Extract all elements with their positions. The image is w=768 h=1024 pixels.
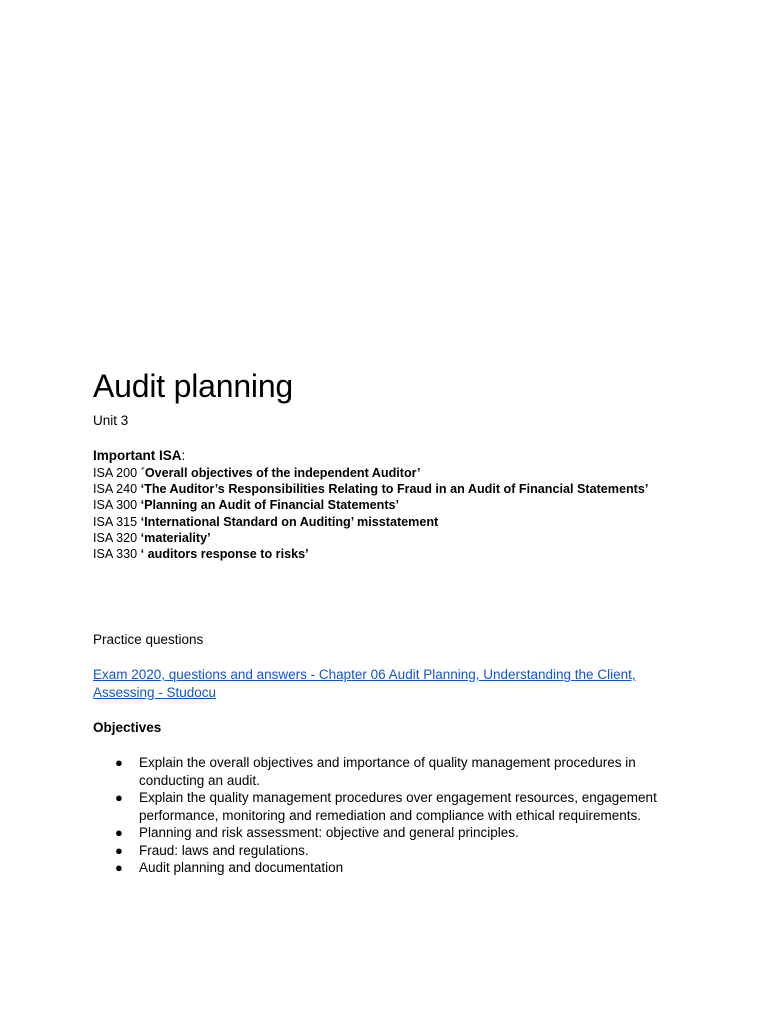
isa-name: ‘ auditors response to risks’: [140, 547, 309, 562]
page-title: Audit planning: [93, 368, 294, 404]
objectives-heading: Objectives: [93, 720, 162, 736]
isa-name: ‘Planning an Audit of Financial Statements’: [140, 498, 400, 513]
isa-code: ISA 315: [93, 514, 141, 529]
list-item: [93, 754, 669, 789]
isa-name: ‘materiality’: [140, 530, 211, 545]
objective-text: Explain the quality management procedures over engagement resources, engagement performance, monitoring and remediation and compliance with ethical requirements.: [139, 790, 657, 823]
studocu-exam-link[interactable]: Exam 2020, questions and answers - Chapter 06 Audit Planning, Understanding the Client, Assessing - Studocu: [93, 667, 636, 700]
list-item: [93, 859, 669, 877]
list-item: [93, 789, 669, 824]
objective-text: Audit planning and documentation: [139, 860, 344, 876]
isa-heading: [93, 447, 693, 464]
isa-name: ‘International Standard on Auditing’ misstatement: [140, 514, 439, 529]
isa-code: ISA 300: [93, 498, 141, 513]
practice-questions-label: Practice questions: [93, 632, 204, 648]
objectives-list: [93, 754, 693, 877]
isa-row: [93, 530, 693, 546]
isa-code: ISA 330: [93, 547, 141, 562]
isa-row: [93, 546, 693, 562]
isa-row: [93, 465, 693, 481]
isa-code: ISA 200: [93, 466, 141, 480]
bullet-icon: ●: [115, 842, 123, 858]
bullet-icon: ●: [115, 860, 123, 876]
isa-list: [93, 465, 693, 562]
isa-row: [93, 497, 693, 513]
isa-name: ´Overall objectives of the independent Auditor’: [140, 466, 421, 480]
objective-text: Fraud: laws and regulations.: [139, 842, 309, 858]
list-item: [93, 824, 669, 842]
document-body: [93, 366, 693, 877]
bullet-icon: ●: [115, 790, 123, 806]
isa-row: [93, 514, 693, 530]
isa-name: ‘The Auditor’s Responsibilities Relating to Fraud in an Audit of Financial Statements’: [140, 482, 649, 497]
objective-text: Explain the overall objectives and importance of quality management procedures in conducting an audit.: [139, 755, 636, 788]
isa-heading-colon: :: [181, 448, 186, 463]
objective-text: Planning and risk assessment: objective and general principles.: [139, 825, 519, 841]
isa-code: ISA 240: [93, 482, 141, 497]
bullet-icon: ●: [115, 755, 123, 771]
bullet-icon: ●: [115, 825, 123, 841]
isa-heading-label: Important ISA: [93, 448, 182, 463]
isa-row: [93, 481, 693, 497]
unit-label: Unit 3: [93, 413, 129, 428]
list-item: [93, 842, 669, 860]
isa-code: ISA 320: [93, 530, 141, 545]
